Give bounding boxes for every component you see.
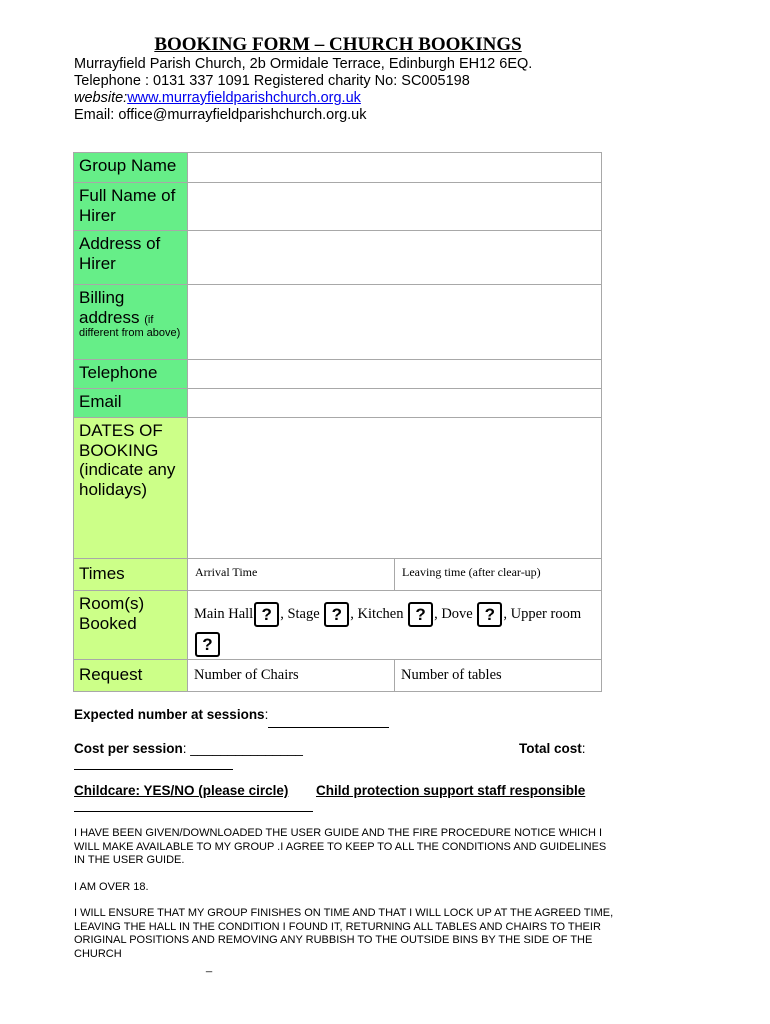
website-link[interactable]: www.murrayfieldparishchurch.org.uk [127,90,361,106]
childcare-line: Childcare: YES/NO (please circle) [74,783,289,798]
group-name-field[interactable] [188,153,602,183]
form-title: BOOKING FORM – CHURCH BOOKINGS [154,34,522,55]
cost-per-session-blank[interactable]: : _______________ [182,741,303,756]
stage-checkbox[interactable]: ? [324,602,349,627]
child-protection-line [316,783,585,798]
upper-room-checkbox[interactable]: ? [195,632,220,657]
billing-main-text: Billing address [79,288,140,327]
arrival-time-field[interactable]: Arrival Time [188,559,395,591]
dove-checkbox[interactable]: ? [477,602,502,627]
cost-per-session-label: Cost per session [74,741,183,756]
address-field[interactable] [188,231,602,285]
telephone-label: Telephone [74,360,188,389]
address-label: Address of Hirer [74,231,188,285]
trailing-dash: _ [206,961,213,973]
full-name-field[interactable] [188,183,602,231]
room-kitchen-label: , Kitchen [350,606,404,622]
total-cost-line [519,741,586,756]
main-hall-checkbox[interactable]: ? [254,602,279,627]
group-name-label: Group Name [74,153,188,183]
child-protection-label: Child protection support staff responsible [316,783,586,798]
church-email: Email: office@murrayfieldparishchurch.org.uk [74,107,367,123]
kitchen-checkbox[interactable]: ? [408,602,433,627]
expected-number-colon: : [264,707,269,722]
full-name-label: Full Name of Hirer [74,183,188,231]
billing-address-field[interactable] [188,285,602,360]
total-cost-underline[interactable] [74,769,233,770]
finish-on-time-declaration: I WILL ENSURE THAT MY GROUP FINISHES ON TIME AND THAT I WILL LOCK UP AT THE AGREED TIME, LEAVING THE HALL IN THE CONDITION I FOUND IT, RETURNING ALL TABLES AND CHAIRS TO THEIR ORIGINAL POSITIONS AND REMOVING ANY RUBBISH TO THE OUTSIDE BINS BY THE SIDE OF THE CHURCH [74,907,614,960]
room-stage-label: , Stage [280,606,320,622]
total-cost-label: Total cost [519,741,582,756]
times-label: Times [74,559,188,591]
number-of-chairs-field[interactable]: Number of Chairs [188,660,395,692]
over-18-declaration: I AM OVER 18. [74,881,149,893]
booking-form-table [73,152,602,692]
expected-number-label: Expected number at sessions [74,707,265,722]
user-guide-declaration: I HAVE BEEN GIVEN/DOWNLOADED THE USER GUIDE AND THE FIRE PROCEDURE NOTICE WHICH I WILL MAKE AVAILABLE TO MY GROUP .I AGREE TO KEEP TO ALL THE CONDITIONS AND GUIDELINES IN THE USER GUIDE. [74,827,607,866]
room-main-hall-label: Main Hall [194,606,254,622]
church-address: Murrayfield Parish Church, 2b Ormidale Terrace, Edinburgh EH12 6EQ. [74,56,533,72]
total-cost-colon: : [581,741,586,756]
website-line [74,90,361,107]
cost-per-session-line [74,741,303,756]
number-of-tables-field[interactable]: Number of tables [395,660,602,692]
dates-field[interactable] [188,418,602,559]
room-upper-label: , Upper room [503,606,582,622]
request-label: Request [74,660,188,692]
expected-number-line [74,707,268,722]
rooms-label: Room(s) Booked [74,591,188,660]
rooms-field [188,591,602,660]
church-telephone: Telephone : 0131 337 1091 Registered charity No: SC005198 [74,73,470,89]
billing-address-label [74,285,188,360]
billing-note-a: (if [144,313,154,326]
expected-number-underline[interactable] [268,727,389,728]
child-protection-underline[interactable] [74,811,313,812]
email-label: Email [74,389,188,418]
telephone-field[interactable] [188,360,602,389]
website-label: website: [74,90,128,106]
leaving-time-field[interactable]: Leaving time (after clear-up) [395,559,602,591]
room-dove-label: , Dove [434,606,473,622]
email-field[interactable] [188,389,602,418]
billing-note-b: different from above) [79,327,181,339]
dates-label: DATES OF BOOKING (indicate any holidays) [74,418,188,559]
